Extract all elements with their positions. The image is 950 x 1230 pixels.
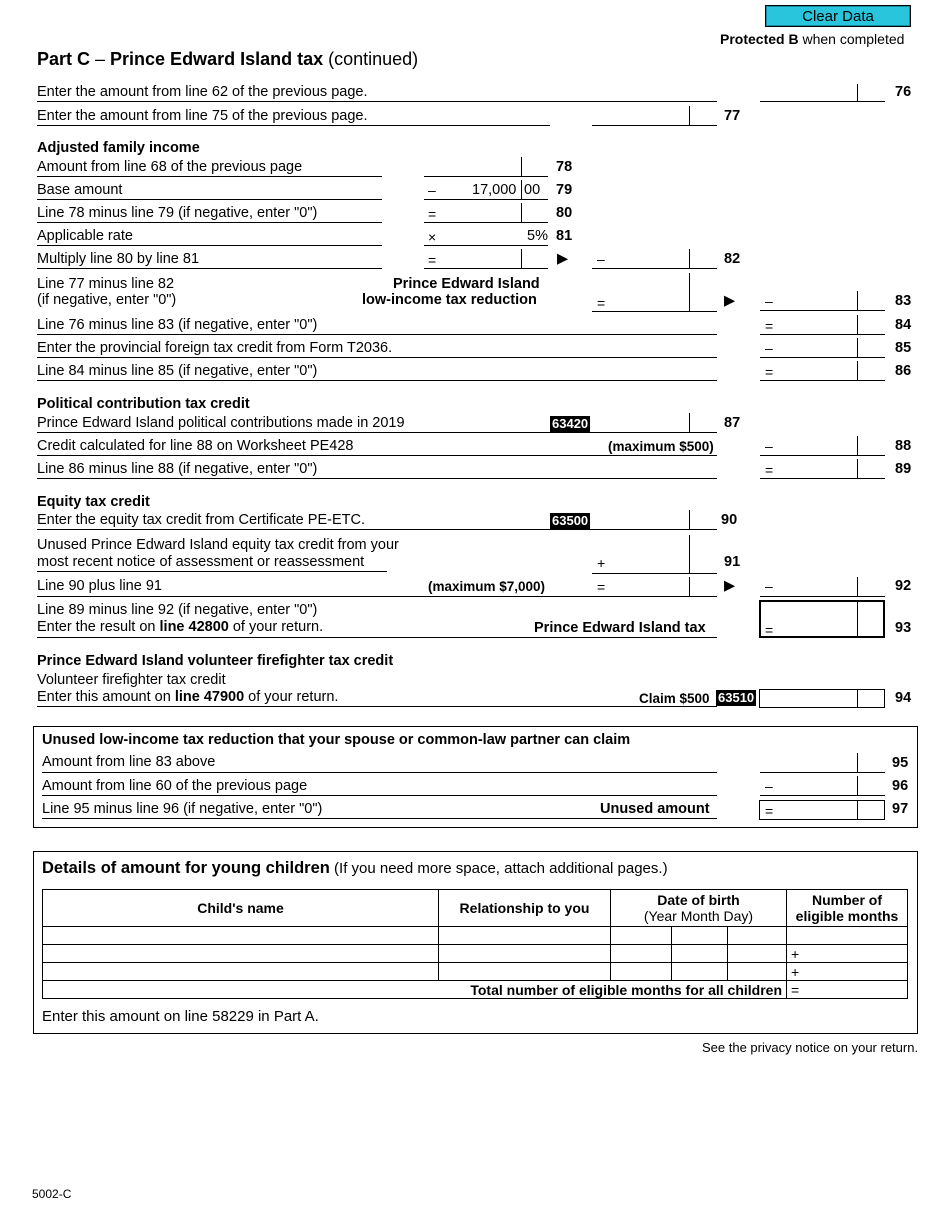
col-childs-name: Child's name [43, 890, 439, 927]
line-78-label: Amount from line 68 of the previous page [37, 159, 303, 175]
line-92-operator-2: – [765, 578, 773, 594]
line-83-operator: = [597, 295, 606, 311]
months-cell[interactable]: + [787, 945, 908, 963]
line-89-number: 89 [895, 461, 912, 477]
line-88-maximum: (maximum $500) [608, 439, 714, 454]
table-row [43, 963, 908, 981]
form-id: 5002-C [32, 1187, 72, 1201]
line-94-label-2: Enter this amount on line 47900 of your return. [37, 689, 339, 705]
line-90-number: 90 [721, 512, 738, 528]
col-relationship: Relationship to you [439, 890, 611, 927]
total-months-cell[interactable]: = [787, 981, 908, 999]
table-row [43, 927, 908, 945]
line-89-label: Line 86 minus line 88 (if negative, enter "0") [37, 461, 318, 477]
relationship-cell[interactable] [439, 927, 611, 945]
line-95-input[interactable] [760, 753, 885, 772]
line-87-input[interactable] [592, 413, 717, 432]
line-83-sub-input[interactable] [592, 290, 717, 311]
line-81-label: Applicable rate [37, 228, 133, 244]
line-78-number: 78 [556, 159, 573, 175]
dob-year-cell[interactable] [611, 963, 672, 981]
line-76-number: 76 [895, 84, 912, 100]
line-95-number: 95 [892, 755, 909, 771]
line-78-input[interactable] [424, 157, 548, 176]
political-contribution-heading: Political contribution tax credit [37, 396, 250, 412]
children-table [42, 889, 908, 999]
unused-amount-label: Unused amount [600, 801, 710, 817]
line-97-number: 97 [892, 801, 909, 817]
line-81-number: 81 [556, 228, 573, 244]
line-83-label-2: (if negative, enter "0") [37, 292, 177, 308]
line-94-number: 94 [895, 690, 912, 706]
line-87-number: 87 [724, 415, 741, 431]
children-note: Enter this amount on line 58229 in Part A. [42, 1008, 319, 1025]
child-name-cell[interactable] [43, 927, 439, 945]
line-88-input[interactable] [760, 436, 885, 455]
line-93-label-1: Line 89 minus line 92 (if negative, enter "0") [37, 602, 318, 618]
line-76-label: Enter the amount from line 62 of the previous page. [37, 84, 368, 100]
line-96-number: 96 [892, 778, 909, 794]
line-92-label: Line 90 plus line 91 [37, 578, 162, 594]
line-77-label: Enter the amount from line 75 of the previous page. [37, 108, 368, 124]
line-88-label: Credit calculated for line 88 on Worksheet PE428 [37, 438, 354, 454]
line-82-operator: = [428, 252, 437, 268]
line-86-number: 86 [895, 363, 912, 379]
total-row [43, 981, 908, 999]
firefighter-heading: Prince Edward Island volunteer firefighter tax credit [37, 653, 394, 669]
line-87-code: 63420 [552, 416, 589, 431]
line-82-sub-input[interactable] [440, 249, 548, 268]
line-96-input[interactable] [760, 776, 885, 795]
col-date-of-birth: Date of birth (Year Month Day) [611, 890, 787, 927]
line-92-maximum: (maximum $7,000) [428, 579, 546, 594]
months-cell[interactable]: + [787, 963, 908, 981]
table-row [43, 945, 908, 963]
privacy-notice: See the privacy notice on your return. [702, 1040, 919, 1055]
equity-tax-credit-heading: Equity tax credit [37, 494, 150, 510]
line-80-input[interactable] [440, 203, 548, 222]
dob-day-cell[interactable] [728, 927, 787, 945]
line-96-operator: – [765, 778, 773, 794]
line-97-operator: = [765, 803, 774, 819]
arrow-right-icon: ▶ [724, 293, 736, 309]
child-name-cell[interactable] [43, 945, 439, 963]
line-85-input[interactable] [760, 338, 885, 357]
dob-day-cell[interactable] [728, 945, 787, 963]
line-84-input[interactable] [760, 315, 885, 334]
line-94-code: 63510 [718, 690, 755, 705]
line-80-number: 80 [556, 205, 573, 221]
line-93-number: 93 [895, 620, 912, 636]
line-86-operator: = [765, 364, 774, 380]
line-84-number: 84 [895, 317, 912, 333]
dob-year-cell[interactable] [611, 927, 672, 945]
line-90-label: Enter the equity tax credit from Certificate PE-ETC. [37, 512, 365, 528]
protected-notice: Protected B when completed [720, 31, 905, 47]
line-92-operator: = [597, 579, 606, 595]
pei-tax-label: Prince Edward Island tax [534, 620, 706, 636]
line-77-input[interactable] [592, 106, 717, 125]
total-months-label: Total number of eligible months for all children [43, 981, 787, 999]
line-83-operator-2: – [765, 293, 773, 309]
line-77-number: 77 [724, 108, 741, 124]
line-97-input[interactable] [759, 800, 885, 820]
line-83-label-1: Line 77 minus line 82 [37, 276, 175, 292]
dob-day-cell[interactable] [728, 963, 787, 981]
line-79-value: 17,000 [472, 182, 517, 198]
line-84-label: Line 76 minus line 83 (if negative, enter "0") [37, 317, 318, 333]
line-82-number: 82 [724, 251, 741, 267]
relationship-cell[interactable] [439, 963, 611, 981]
page-title: Part C – Prince Edward Island tax (continued) [37, 49, 419, 69]
col-eligible-months: Number of eligible months [787, 890, 908, 927]
line-93-label-2: Enter the result on line 42800 of your return. [37, 619, 324, 635]
young-children-heading: Details of amount for young children (If you need more space, attach additional pages.) [42, 859, 668, 877]
line-94-label-1: Volunteer firefighter tax credit [37, 672, 226, 688]
line-97-label: Line 95 minus line 96 (if negative, enter "0") [42, 801, 323, 817]
child-name-cell[interactable] [43, 963, 439, 981]
line-91-number: 91 [724, 554, 741, 570]
line-91-input[interactable] [592, 552, 717, 573]
line-76-input[interactable] [760, 84, 885, 101]
adjusted-family-income-heading: Adjusted family income [37, 140, 200, 156]
line-91-label-1: Unused Prince Edward Island equity tax credit from your [37, 537, 399, 553]
line-82-label: Multiply line 80 by line 81 [37, 251, 200, 267]
line-91-operator: + [597, 555, 606, 571]
line-80-label: Line 78 minus line 79 (if negative, enter "0") [37, 205, 318, 221]
relationship-cell[interactable] [439, 945, 611, 963]
clear-data-button[interactable]: Clear Data [765, 5, 911, 27]
line-83-input[interactable] [760, 291, 885, 310]
line-85-number: 85 [895, 340, 912, 356]
arrow-right-icon: ▶ [557, 251, 569, 267]
line-87-label: Prince Edward Island political contributions made in 2019 [37, 415, 405, 431]
line-82-operator-2: – [597, 251, 605, 267]
line-83-number: 83 [895, 293, 912, 309]
line-83-title-1: Prince Edward Island [393, 276, 540, 292]
line-94-input[interactable] [759, 689, 885, 708]
line-79-operator: – [428, 182, 436, 198]
line-90-code: 63500 [552, 513, 589, 528]
line-80-operator: = [428, 206, 437, 222]
line-94-claim: Claim $500 [639, 691, 710, 706]
line-85-operator: – [765, 340, 773, 356]
dob-month-cell[interactable] [672, 963, 728, 981]
line-92-number: 92 [895, 578, 912, 594]
line-88-number: 88 [895, 438, 912, 454]
line-79-label: Base amount [37, 182, 123, 198]
line-90-input[interactable] [592, 510, 717, 529]
line-88-operator: – [765, 438, 773, 454]
line-84-operator: = [765, 318, 774, 334]
months-cell[interactable] [787, 927, 908, 945]
line-91-label-2: most recent notice of assessment or reassessment [37, 554, 365, 570]
line-92-input[interactable] [760, 577, 885, 596]
line-79-cents: 00 [524, 182, 541, 198]
line-79-number: 79 [556, 182, 573, 198]
line-82-input[interactable] [592, 249, 717, 268]
line-96-label: Amount from line 60 of the previous page [42, 778, 308, 794]
line-93-operator: = [765, 622, 774, 638]
unused-reduction-heading: Unused low-income tax reduction that your spouse or common-law partner can claim [42, 732, 631, 748]
line-83-title-2: low-income tax reduction [362, 292, 537, 308]
line-81-operator: × [428, 229, 437, 245]
arrow-right-icon: ▶ [724, 578, 736, 594]
line-86-label: Line 84 minus line 85 (if negative, enter "0") [37, 363, 318, 379]
line-92-sub-input[interactable] [592, 577, 717, 596]
line-81-value: 5% [527, 228, 548, 244]
line-95-label: Amount from line 83 above [42, 754, 216, 770]
line-85-label: Enter the provincial foreign tax credit from Form T2036. [37, 340, 393, 356]
dob-month-cell[interactable] [672, 945, 728, 963]
dob-year-cell[interactable] [611, 945, 672, 963]
line-93-input[interactable] [759, 600, 885, 638]
line-86-input[interactable] [760, 361, 885, 380]
line-89-operator: = [765, 462, 774, 478]
dob-month-cell[interactable] [672, 927, 728, 945]
line-89-input[interactable] [760, 459, 885, 478]
